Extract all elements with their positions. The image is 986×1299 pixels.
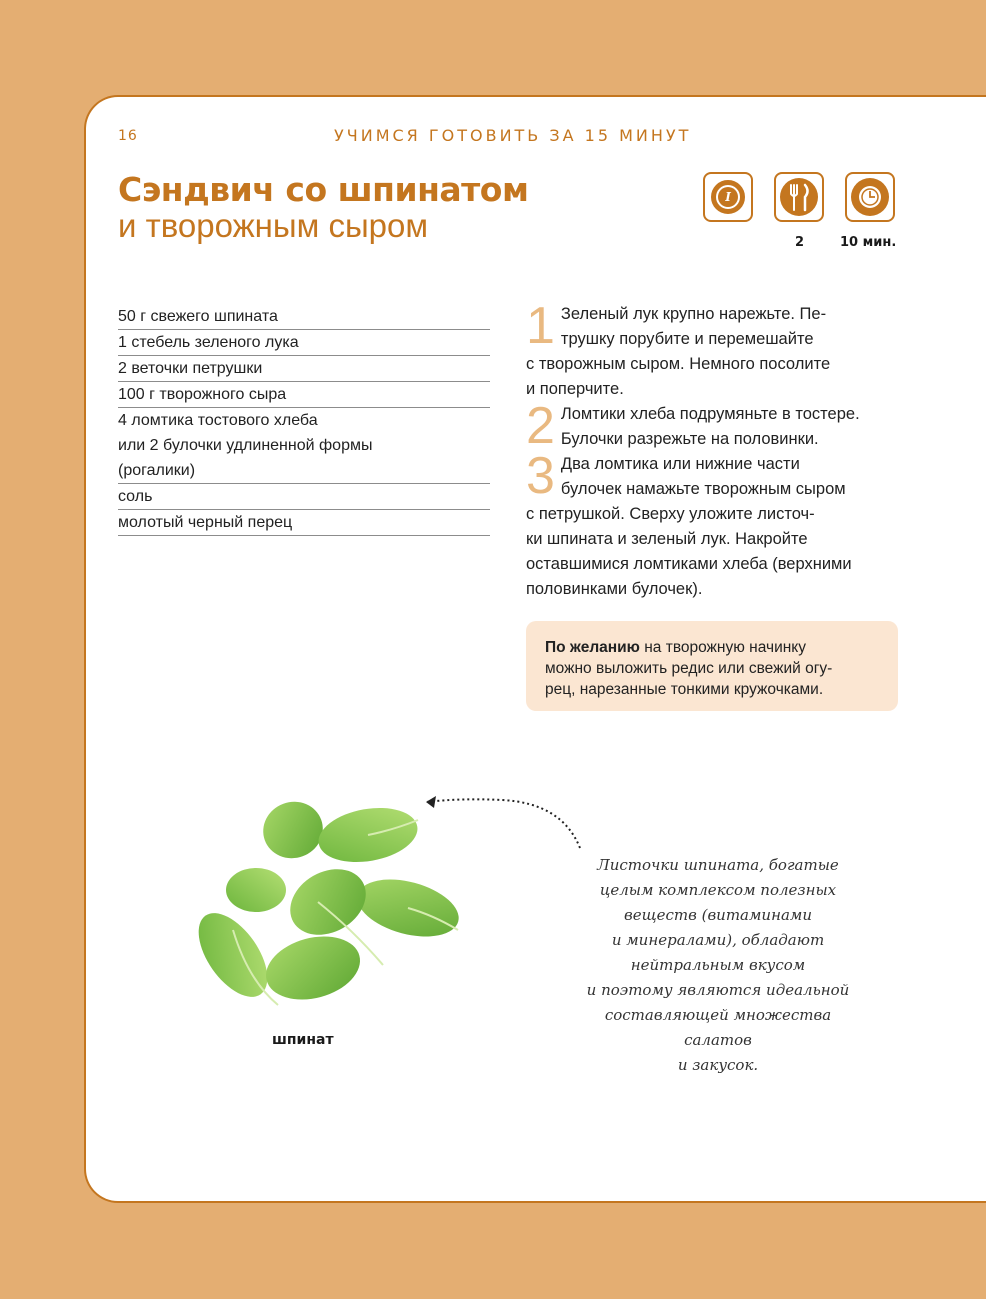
step-line: Два ломтика или нижние части	[560, 455, 800, 473]
ingredients-list	[118, 304, 490, 536]
page-number: 16	[118, 128, 138, 144]
ingredient-item: 1 стебель зеленого лука	[118, 330, 490, 356]
step-3	[526, 447, 898, 602]
servings-badge	[774, 172, 824, 222]
note-line: и поэтому являются идеальной	[586, 981, 850, 999]
running-head: УЧИМСЯ ГОТОВИТЬ ЗА 15 МИНУТ	[334, 126, 692, 145]
ingredient-item: 2 веточки петрушки	[118, 356, 490, 382]
tip-line: на творожную начинку	[639, 639, 807, 656]
step-number: 1	[526, 297, 555, 355]
step-line: Зеленый лук крупно нарежьте. Пе-	[560, 305, 827, 323]
recipe-subtitle: и творожным сыром	[118, 207, 429, 244]
time-value: 10 мин.	[840, 235, 897, 250]
note-line: Листочки шпината, богатые	[597, 856, 839, 874]
tip-line: можно выложить редис или свежий огу-	[545, 660, 833, 677]
servings-value: 2	[795, 235, 805, 250]
step-line: половинками булочек).	[526, 580, 703, 598]
ingredient-item	[118, 408, 490, 483]
difficulty-icon: I	[718, 187, 738, 207]
steps-section	[526, 297, 898, 602]
note-line: и минералами), обладают	[611, 931, 825, 949]
step-line: Ломтики хлеба подрумяньте в тостере.	[560, 405, 860, 423]
note-line: целым комплексом полезных	[599, 881, 837, 899]
step-line: ки шпината и зеленый лук. Накройте	[526, 530, 808, 548]
ingredient-item: соль	[118, 483, 490, 510]
step-number: 2	[526, 397, 555, 455]
tip-label: По желанию	[545, 639, 640, 656]
step-line: оставшимися ломтиками хлеба (верхними	[526, 555, 852, 573]
step-number: 3	[526, 447, 555, 505]
step-1	[526, 297, 898, 402]
note-line: составляющей множества салатов	[604, 1006, 832, 1049]
pointer-arrow-icon	[412, 788, 592, 858]
difficulty-badge	[703, 172, 753, 222]
step-2	[526, 397, 898, 455]
recipe-title: Сэндвич со шпинатом	[118, 170, 529, 209]
time-badge	[845, 172, 895, 222]
spinach-note	[576, 853, 860, 1078]
ingredient-item: 50 г свежего шпината	[118, 304, 490, 330]
ingredient-item: 100 г творожного сыра	[118, 382, 490, 408]
ingredient-line: или 2 булочки удлиненной формы	[118, 437, 373, 454]
note-line: веществ (витаминами	[623, 906, 813, 924]
tip-box	[526, 621, 898, 711]
ingredient-line: (рогалики)	[118, 462, 196, 479]
fork-knife-icon	[786, 182, 812, 212]
step-line: с творожным сыром. Немного посолите	[526, 355, 831, 373]
step-line: Булочки разрежьте на половинки.	[560, 430, 819, 448]
ingredient-item: молотый черный перец	[118, 510, 490, 536]
note-line: нейтральным вкусом	[630, 956, 806, 974]
step-line: и поперчите.	[526, 380, 624, 398]
ingredient-line: 4 ломтика тостового хлеба	[118, 412, 318, 429]
step-line: трушку порубите и перемешайте	[560, 330, 814, 348]
tip-line: рец, нарезанные тонкими кружочками.	[545, 681, 824, 698]
image-caption: шпинат	[272, 1032, 334, 1048]
note-line: и закусок.	[677, 1056, 759, 1074]
step-line: булочек намажьте творожным сыром	[560, 480, 846, 498]
step-line: с петрушкой. Сверху уложите листоч-	[526, 505, 815, 523]
clock-icon	[855, 182, 885, 212]
